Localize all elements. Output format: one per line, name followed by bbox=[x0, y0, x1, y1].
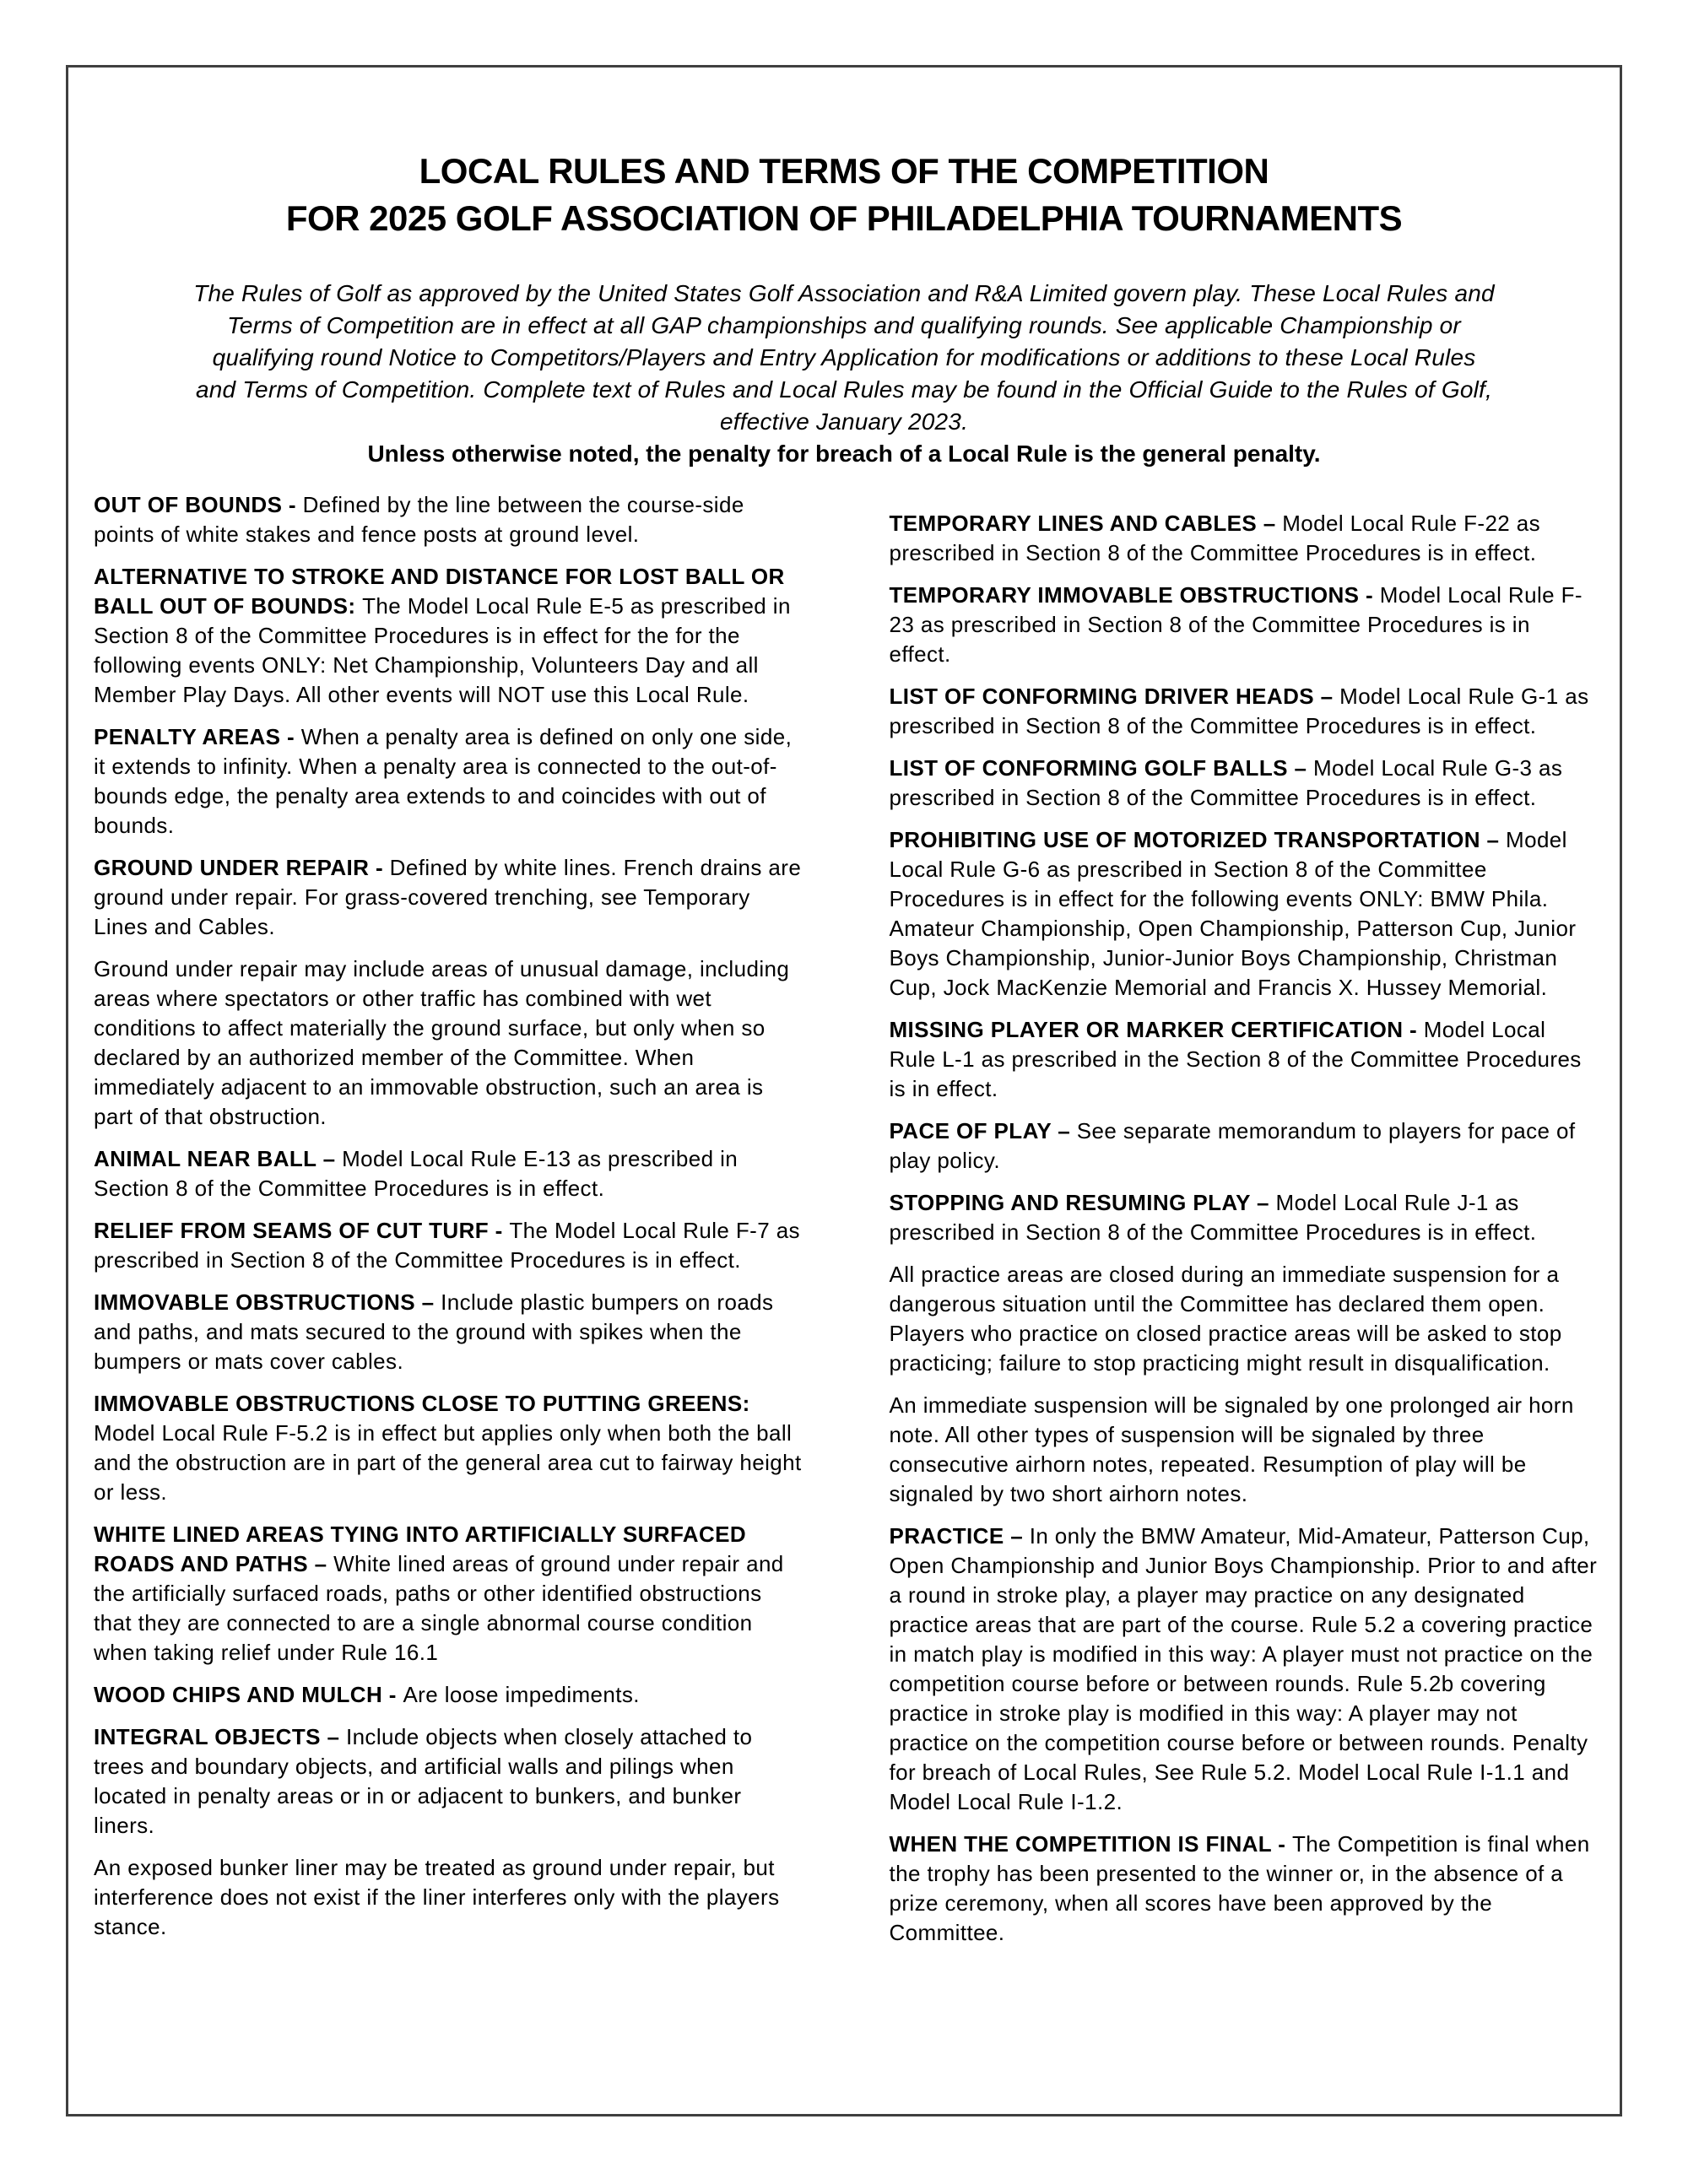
rule-heading: WHEN THE COMPETITION IS FINAL - bbox=[889, 1831, 1292, 1857]
rule-text: The Model Local Rule E-5 as prescribed in Section 8 of the Committee Procedures is in effect for the for the following events ONLY: Net Championship, Volunteers Day and all Member Play Days. All other events will NOT use this Local Rule. bbox=[94, 593, 791, 707]
rule-heading: IMMOVABLE OBSTRUCTIONS – bbox=[94, 1289, 441, 1315]
rule-text: Ground under repair may include areas of unusual damage, including areas where spectators or other traffic has combined with wet conditions to affect materially the ground surface, but only when so declared by an authorized member of the Committee. When immediately adjacent to an immovable obstruction, such an area is part of that obstruction. bbox=[94, 956, 790, 1129]
rule-text: Model Local Rule F-5.2 is in effect but applies only when both the ball and the obstruction are in part of the general area cut to fairway height or less. bbox=[94, 1420, 802, 1505]
intro-line: effective January 2023. bbox=[719, 408, 969, 435]
rule-heading: ALTERNATIVE TO STROKE AND DISTANCE FOR LOST BALL OR BALL OUT OF BOUNDS: bbox=[94, 564, 785, 619]
rule-paragraph bbox=[890, 1522, 1599, 1817]
rule-heading: TEMPORARY LINES AND CABLES – bbox=[889, 511, 1283, 536]
rule-heading: PACE OF PLAY – bbox=[889, 1118, 1077, 1143]
rule-paragraph bbox=[94, 490, 803, 549]
rule-paragraph bbox=[890, 825, 1599, 1003]
document-title bbox=[68, 148, 1620, 242]
intro-line: qualifying round Notice to Competitors/Players and Entry Application for modifications or additions to these Local Rules bbox=[212, 344, 1476, 370]
rule-paragraph bbox=[890, 1116, 1599, 1176]
title-line-1: LOCAL RULES AND TERMS OF THE COMPETITION bbox=[419, 151, 1269, 191]
rule-text: Model Local Rule F-23 as prescribed in Section 8 of the Committee Procedures is in effect. bbox=[889, 582, 1582, 667]
rule-text: An immediate suspension will be signaled by one prolonged air horn note. All other types of suspension will be signaled by three consecutive airhorn notes, repeated. Resumption of play will be signaled by two short airhorn notes. bbox=[889, 1392, 1574, 1506]
rule-heading: WOOD CHIPS AND MULCH - bbox=[94, 1682, 403, 1707]
rule-heading: TEMPORARY IMMOVABLE OBSTRUCTIONS - bbox=[889, 582, 1380, 608]
rule-text: Model Local Rule J-1 as prescribed in Section 8 of the Committee Procedures is in effect. bbox=[889, 1190, 1537, 1245]
rule-heading: GROUND UNDER REPAIR - bbox=[94, 855, 390, 880]
intro-line: The Rules of Golf as approved by the United States Golf Association and R&A Limited govern play. These Local Rules and bbox=[193, 280, 1495, 306]
rule-heading: MISSING PLAYER OR MARKER CERTIFICATION - bbox=[889, 1017, 1424, 1042]
rule-heading: LIST OF CONFORMING GOLF BALLS – bbox=[889, 755, 1313, 781]
intro-paragraph bbox=[68, 278, 1620, 438]
general-penalty-note: Unless otherwise noted, the penalty for breach of a Local Rule is the general penalty. bbox=[367, 441, 1321, 467]
rule-text: Are loose impediments. bbox=[403, 1682, 640, 1707]
rule-paragraph bbox=[94, 562, 803, 710]
rule-text: See separate memorandum to players for pace of play policy. bbox=[889, 1118, 1576, 1173]
rule-text: Model Local Rule E-13 as prescribed in Section 8 of the Committee Procedures is in effect. bbox=[94, 1146, 738, 1201]
rule-paragraph bbox=[890, 1830, 1599, 1948]
rule-paragraph bbox=[890, 754, 1599, 813]
rule-text: When a penalty area is defined on only one side, it extends to infinity. When a penalty area is connected to the out-of-bounds edge, the penalty area extends to and coincides with out of bounds. bbox=[94, 724, 793, 838]
rule-heading: INTEGRAL OBJECTS – bbox=[94, 1724, 346, 1749]
page-border bbox=[66, 65, 1622, 2116]
rule-paragraph bbox=[94, 1680, 803, 1710]
rule-paragraph bbox=[890, 1015, 1599, 1104]
rule-paragraph bbox=[94, 1389, 803, 1507]
rule-paragraph bbox=[94, 853, 803, 942]
rule-heading: IMMOVABLE OBSTRUCTIONS CLOSE TO PUTTING GREENS: bbox=[94, 1391, 750, 1416]
rule-paragraph bbox=[94, 954, 803, 1132]
rule-text: Model Local Rule G-6 as prescribed in Section 8 of the Committee Procedures is in effect for the following events ONLY: BMW Phila. Amateur Championship, Open Championship, Patterson Cup, Junior Boys Championship, Junior-Junior Boys Championship, Christman Cup, Jock MacKenzie Memorial and Francis X. Hussey Memorial. bbox=[889, 827, 1577, 1000]
rule-paragraph bbox=[94, 1288, 803, 1376]
rule-heading: LIST OF CONFORMING DRIVER HEADS – bbox=[889, 684, 1340, 709]
rule-heading: WHITE LINED AREAS TYING INTO ARTIFICIALLY SURFACED ROADS AND PATHS – bbox=[94, 1522, 747, 1576]
rule-text: The Model Local Rule F-7 as prescribed in Section 8 of the Committee Procedures is in effect. bbox=[94, 1218, 800, 1273]
rule-paragraph bbox=[890, 581, 1599, 669]
rule-heading: PROHIBITING USE OF MOTORIZED TRANSPORTATION – bbox=[889, 827, 1507, 852]
rule-paragraph bbox=[890, 1391, 1599, 1509]
rule-heading: PRACTICE – bbox=[889, 1523, 1030, 1549]
rules-columns bbox=[68, 490, 1620, 1960]
rule-paragraph bbox=[94, 1853, 803, 1942]
rule-paragraph bbox=[94, 1520, 803, 1668]
rule-text: White lined areas of ground under repair and the artificially surfaced roads, paths or other identified obstructions that they are connected to are a single abnormal course condition when taking relief under Rule 16.1 bbox=[94, 1551, 784, 1665]
rule-paragraph bbox=[94, 722, 803, 841]
rule-paragraph bbox=[890, 682, 1599, 741]
rule-text: Model Local Rule G-3 as prescribed in Section 8 of the Committee Procedures is in effect. bbox=[889, 755, 1563, 810]
rule-text: Include objects when closely attached to trees and boundary objects, and artificial walls and pilings when located in penalty areas or in or adjacent to bunkers, and bunker liners. bbox=[94, 1724, 753, 1838]
rule-heading: ANIMAL NEAR BALL – bbox=[94, 1146, 343, 1171]
rule-text: Defined by white lines. French drains are ground under repair. For grass-covered trenching, see Temporary Lines and Cables. bbox=[94, 855, 802, 939]
rule-heading: OUT OF BOUNDS - bbox=[94, 492, 303, 517]
rule-text: Model Local Rule F-22 as prescribed in Section 8 of the Committee Procedures is in effect. bbox=[889, 511, 1541, 565]
rule-text: All practice areas are closed during an immediate suspension for a dangerous situation until the Committee has declared them open. Players who practice on closed practice areas will be asked to stop practicing; failure to stop practicing might result in disqualification. bbox=[889, 1262, 1562, 1376]
rule-paragraph bbox=[890, 1260, 1599, 1378]
right-column bbox=[890, 490, 1599, 1960]
rule-paragraph bbox=[94, 1216, 803, 1275]
rule-text: Include plastic bumpers on roads and paths, and mats secured to the ground with spikes when the bumpers or mats cover cables. bbox=[94, 1289, 774, 1374]
rule-paragraph bbox=[94, 1722, 803, 1841]
rule-paragraph bbox=[890, 1188, 1599, 1247]
rule-text: In only the BMW Amateur, Mid-Amateur, Patterson Cup, Open Championship and Junior Boys Championship. Prior to and after a round in stroke play, a player may practice on any designated practice areas that are part of the course. Rule 5.2 a covering practice in match play is modified in this way: A player must not practice on the competition course before or between rounds. Rule 5.2b covering practice in stroke play is modified in this way: A player may not practice on the competition course before or between rounds. Penalty for breach of Local Rules, See Rule 5.2. Model Local Rule I-1.1 and Model Local Rule I-1.2. bbox=[889, 1523, 1598, 1814]
rule-text: The Competition is final when the trophy has been presented to the winner or, in the absence of a prize ceremony, when all scores have been approved by the Committee. bbox=[889, 1831, 1590, 1945]
intro-line: Terms of Competition are in effect at all GAP championships and qualifying rounds. See applicable Championship or bbox=[227, 312, 1461, 338]
rule-heading: RELIEF FROM SEAMS OF CUT TURF - bbox=[94, 1218, 510, 1243]
title-line-2: FOR 2025 GOLF ASSOCIATION OF PHILADELPHIA TOURNAMENTS bbox=[285, 198, 1403, 238]
rule-text: Model Local Rule G-1 as prescribed in Section 8 of the Committee Procedures is in effect. bbox=[889, 684, 1589, 738]
rule-heading: STOPPING AND RESUMING PLAY – bbox=[889, 1190, 1276, 1215]
rule-text: An exposed bunker liner may be treated as ground under repair, but interference does not exist if the liner interferes only with the players stance. bbox=[94, 1855, 780, 1939]
rule-heading: PENALTY AREAS - bbox=[94, 724, 301, 749]
rule-paragraph bbox=[890, 509, 1599, 568]
left-column bbox=[94, 490, 803, 1960]
rule-text: Defined by the line between the course-side points of white stakes and fence posts at ground level. bbox=[94, 492, 744, 547]
intro-line: and Terms of Competition. Complete text of Rules and Local Rules may be found in the Official Guide to the Rules of Golf, bbox=[196, 376, 1492, 403]
rule-paragraph bbox=[94, 1144, 803, 1203]
rule-text: Model Local Rule L-1 as prescribed in the Section 8 of the Committee Procedures is in effect. bbox=[889, 1017, 1582, 1101]
